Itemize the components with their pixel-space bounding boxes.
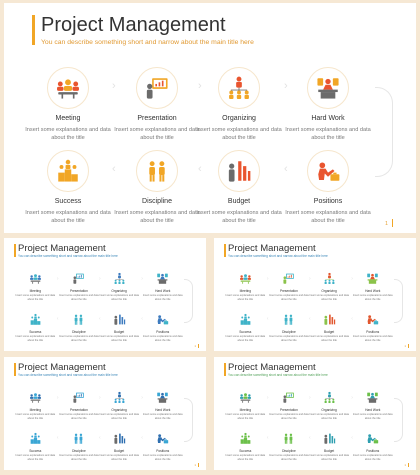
slide-thumbnail-3[interactable] bbox=[4, 357, 206, 470]
arrow-right-icon: › bbox=[351, 394, 353, 401]
meeting-icon bbox=[47, 67, 89, 109]
page-number: 1 bbox=[384, 221, 388, 227]
hard-work-icon bbox=[307, 67, 349, 109]
slide-subtitle: You can describe something short and narrow about the main title here bbox=[18, 254, 118, 258]
step-label: Budget bbox=[227, 198, 251, 205]
hard-work-icon-graphic bbox=[366, 272, 379, 285]
organizing-icon bbox=[110, 269, 128, 287]
step-description: Insert some explanations and data about the title bbox=[225, 413, 266, 421]
organizing-icon bbox=[110, 388, 128, 406]
page-number: 1 bbox=[404, 344, 406, 348]
title-accent-bar bbox=[32, 15, 35, 45]
slide-thumbnail-4[interactable] bbox=[214, 357, 416, 470]
positions-icon bbox=[364, 429, 382, 447]
presentation-icon-graphic bbox=[144, 75, 170, 101]
page-number: 1 bbox=[194, 344, 196, 348]
discipline-icon bbox=[70, 429, 88, 447]
meeting-icon bbox=[26, 269, 44, 287]
step-label: Success bbox=[54, 198, 82, 205]
discipline-icon-graphic bbox=[144, 158, 170, 184]
arrow-left-icon: ‹ bbox=[141, 316, 143, 323]
process-step-hard-work bbox=[141, 388, 185, 421]
process-step-meeting bbox=[223, 269, 267, 302]
step-description: Insert some explanations and data about the title bbox=[285, 127, 371, 142]
step-label: Meeting bbox=[239, 289, 251, 294]
budget-icon bbox=[320, 310, 338, 328]
presentation-icon-graphic bbox=[72, 272, 85, 285]
meeting-icon bbox=[236, 388, 254, 406]
step-label: Positions bbox=[313, 198, 343, 205]
slide-subtitle: You can describe something short and narrow about the main title here bbox=[41, 39, 254, 46]
step-label: Organizing bbox=[321, 289, 337, 294]
step-description: Insert some explanations and data about the title bbox=[309, 335, 349, 342]
slide-title: Project Management bbox=[18, 243, 106, 254]
process-step-success bbox=[223, 310, 267, 343]
arrow-right-icon: › bbox=[141, 275, 143, 282]
page-number-tick bbox=[408, 463, 409, 467]
presentation-icon-graphic bbox=[72, 391, 85, 404]
process-step-discipline bbox=[57, 310, 101, 343]
step-label: Success bbox=[29, 449, 42, 454]
positions-icon-graphic bbox=[315, 158, 341, 184]
arrow-left-icon: ‹ bbox=[198, 163, 202, 175]
step-label: Discipline bbox=[72, 449, 86, 454]
page-number: 1 bbox=[194, 463, 196, 467]
process-step-positions bbox=[283, 150, 373, 225]
title-accent-bar bbox=[224, 244, 226, 257]
success-icon bbox=[26, 429, 44, 447]
arrow-left-icon: ‹ bbox=[141, 435, 143, 442]
discipline-icon-graphic bbox=[72, 313, 85, 326]
step-label: Positions bbox=[366, 449, 380, 454]
step-description: Insert some explanations and data about the title bbox=[99, 335, 139, 342]
arrow-right-icon: › bbox=[284, 80, 288, 92]
meeting-icon-graphic bbox=[29, 272, 42, 285]
step-description: Insert some explanations and data about the title bbox=[15, 335, 56, 342]
step-description: Insert some explanations and data about the title bbox=[352, 413, 393, 421]
slide-title: Project Management bbox=[18, 362, 106, 373]
step-description: Insert some explanations and data about the title bbox=[309, 454, 349, 461]
organizing-icon-graphic bbox=[323, 272, 336, 285]
step-description: Insert some explanations and data about the title bbox=[114, 210, 200, 225]
slide-main[interactable] bbox=[4, 3, 416, 233]
success-icon-graphic bbox=[239, 313, 252, 326]
title-accent-bar bbox=[14, 244, 16, 257]
step-description: Insert some explanations and data about the title bbox=[142, 335, 183, 342]
organizing-icon-graphic bbox=[113, 391, 126, 404]
process-step-presentation bbox=[57, 269, 101, 302]
organizing-icon-graphic bbox=[113, 272, 126, 285]
step-description: Insert some explanations and data about the title bbox=[352, 294, 393, 302]
success-icon-graphic bbox=[29, 313, 42, 326]
budget-icon-graphic bbox=[113, 432, 126, 445]
presentation-icon bbox=[280, 388, 298, 406]
budget-icon-graphic bbox=[323, 313, 336, 326]
positions-icon bbox=[154, 429, 172, 447]
budget-icon bbox=[110, 310, 128, 328]
process-step-meeting bbox=[23, 67, 113, 142]
arrow-left-icon: ‹ bbox=[266, 316, 269, 323]
step-label: Meeting bbox=[29, 289, 41, 294]
step-label: Hard Work bbox=[365, 408, 381, 413]
hard-work-icon-graphic bbox=[315, 75, 341, 101]
step-label: Hard Work bbox=[311, 115, 345, 122]
process-step-meeting bbox=[13, 388, 57, 421]
slide-title: Project Management bbox=[228, 362, 316, 373]
step-label: Discipline bbox=[282, 449, 296, 454]
budget-icon bbox=[320, 429, 338, 447]
step-label: Discipline bbox=[282, 330, 296, 335]
arrow-left-icon: ‹ bbox=[99, 316, 101, 323]
slide-title: Project Management bbox=[41, 14, 226, 36]
loop-connector bbox=[394, 398, 403, 442]
step-description: Insert some explanations and data about the title bbox=[114, 127, 200, 142]
page-number-tick bbox=[408, 344, 409, 348]
slide-subtitle: You can describe something short and narrow about the main title here bbox=[228, 373, 328, 377]
step-description: Insert some explanations and data about the title bbox=[269, 294, 309, 302]
title-accent-bar bbox=[224, 363, 226, 376]
arrow-left-icon: ‹ bbox=[99, 435, 101, 442]
arrow-right-icon: › bbox=[56, 394, 59, 401]
process-step-budget bbox=[97, 429, 141, 462]
page-number-tick bbox=[392, 219, 393, 227]
arrow-right-icon: › bbox=[99, 275, 101, 282]
success-icon bbox=[47, 150, 89, 192]
positions-icon-graphic bbox=[156, 313, 169, 326]
step-label: Success bbox=[29, 330, 42, 335]
step-description: Insert some explanations and data about the title bbox=[225, 454, 266, 461]
process-step-success bbox=[13, 310, 57, 343]
meeting-icon-graphic bbox=[29, 391, 42, 404]
success-icon-graphic bbox=[239, 432, 252, 445]
process-step-positions bbox=[351, 310, 395, 343]
process-step-hard-work bbox=[141, 269, 185, 302]
presentation-icon-graphic bbox=[282, 391, 295, 404]
slide-thumbnail-1[interactable] bbox=[4, 238, 206, 351]
step-description: Insert some explanations and data about the title bbox=[59, 454, 99, 461]
success-icon bbox=[236, 429, 254, 447]
process-step-presentation bbox=[267, 269, 311, 302]
step-label: Meeting bbox=[55, 115, 81, 122]
discipline-icon-graphic bbox=[282, 432, 295, 445]
arrow-left-icon: ‹ bbox=[56, 435, 59, 442]
step-label: Organizing bbox=[111, 289, 127, 294]
process-step-presentation bbox=[112, 67, 202, 142]
step-description: Insert some explanations and data about the title bbox=[15, 413, 56, 421]
page-number-tick bbox=[198, 344, 199, 348]
process-step-budget bbox=[307, 429, 351, 462]
step-description: Insert some explanations and data about the title bbox=[352, 454, 393, 461]
arrow-left-icon: ‹ bbox=[309, 316, 311, 323]
process-step-organizing bbox=[194, 67, 284, 142]
process-step-discipline bbox=[57, 429, 101, 462]
loop-connector bbox=[184, 279, 193, 323]
step-label: Positions bbox=[156, 330, 170, 335]
hard-work-icon bbox=[154, 388, 172, 406]
step-description: Insert some explanations and data about the title bbox=[15, 294, 56, 302]
process-step-positions bbox=[141, 310, 185, 343]
slide-subtitle: You can describe something short and narrow about the main title here bbox=[18, 373, 118, 377]
process-step-meeting bbox=[13, 269, 57, 302]
success-icon-graphic bbox=[55, 158, 81, 184]
step-label: Presentation bbox=[137, 115, 177, 122]
positions-icon-graphic bbox=[366, 432, 379, 445]
step-label: Meeting bbox=[29, 408, 41, 413]
process-step-success bbox=[23, 150, 113, 225]
step-description: Insert some explanations and data about the title bbox=[196, 127, 282, 142]
positions-icon-graphic bbox=[366, 313, 379, 326]
arrow-left-icon: ‹ bbox=[56, 316, 59, 323]
positions-icon bbox=[154, 310, 172, 328]
process-step-organizing bbox=[307, 269, 351, 302]
success-icon bbox=[26, 310, 44, 328]
step-label: Hard Work bbox=[365, 289, 381, 294]
step-label: Budget bbox=[114, 449, 125, 454]
hard-work-icon-graphic bbox=[366, 391, 379, 404]
step-description: Insert some explanations and data about the title bbox=[59, 335, 99, 342]
budget-icon-graphic bbox=[113, 313, 126, 326]
process-step-budget bbox=[307, 310, 351, 343]
budget-icon bbox=[110, 429, 128, 447]
arrow-left-icon: ‹ bbox=[284, 163, 288, 175]
process-step-budget bbox=[194, 150, 284, 225]
budget-icon-graphic bbox=[323, 432, 336, 445]
meeting-icon-graphic bbox=[239, 272, 252, 285]
step-description: Insert some explanations and data about the title bbox=[142, 454, 183, 461]
process-step-presentation bbox=[267, 388, 311, 421]
step-description: Insert some explanations and data about the title bbox=[59, 294, 99, 302]
arrow-left-icon: ‹ bbox=[309, 435, 311, 442]
organizing-icon bbox=[320, 269, 338, 287]
arrow-left-icon: ‹ bbox=[266, 435, 269, 442]
step-label: Meeting bbox=[239, 408, 251, 413]
presentation-icon-graphic bbox=[282, 272, 295, 285]
step-description: Insert some explanations and data about the title bbox=[142, 294, 183, 302]
step-description: Insert some explanations and data about the title bbox=[269, 454, 309, 461]
presentation-icon bbox=[280, 269, 298, 287]
process-step-presentation bbox=[57, 388, 101, 421]
step-description: Insert some explanations and data about the title bbox=[99, 454, 139, 461]
step-description: Insert some explanations and data about the title bbox=[352, 335, 393, 342]
step-description: Insert some explanations and data about the title bbox=[196, 210, 282, 225]
organizing-icon-graphic bbox=[323, 391, 336, 404]
step-description: Insert some explanations and data about the title bbox=[309, 294, 349, 302]
budget-icon bbox=[218, 150, 260, 192]
discipline-icon bbox=[280, 310, 298, 328]
step-label: Budget bbox=[114, 330, 125, 335]
process-step-discipline bbox=[267, 310, 311, 343]
arrow-right-icon: › bbox=[141, 394, 143, 401]
arrow-right-icon: › bbox=[309, 275, 311, 282]
page-number-tick bbox=[198, 463, 199, 467]
step-description: Insert some explanations and data about the title bbox=[142, 413, 183, 421]
hard-work-icon bbox=[364, 388, 382, 406]
discipline-icon bbox=[70, 310, 88, 328]
process-step-success bbox=[223, 429, 267, 462]
process-step-hard-work bbox=[351, 388, 395, 421]
step-label: Success bbox=[239, 449, 252, 454]
loop-connector bbox=[394, 279, 403, 323]
title-accent-bar bbox=[14, 363, 16, 376]
process-step-meeting bbox=[223, 388, 267, 421]
step-label: Discipline bbox=[142, 198, 172, 205]
step-description: Insert some explanations and data about the title bbox=[269, 335, 309, 342]
step-label: Budget bbox=[324, 330, 335, 335]
process-step-discipline bbox=[267, 429, 311, 462]
step-label: Presentation bbox=[279, 289, 298, 294]
step-description: Insert some explanations and data about the title bbox=[309, 413, 349, 421]
positions-icon bbox=[364, 310, 382, 328]
discipline-icon bbox=[280, 429, 298, 447]
step-label: Hard Work bbox=[155, 408, 171, 413]
process-step-organizing bbox=[307, 388, 351, 421]
step-label: Presentation bbox=[69, 408, 88, 413]
step-label: Success bbox=[239, 330, 252, 335]
step-description: Insert some explanations and data about the title bbox=[225, 335, 266, 342]
step-label: Presentation bbox=[69, 289, 88, 294]
process-step-hard-work bbox=[351, 269, 395, 302]
step-label: Organizing bbox=[222, 115, 256, 122]
hard-work-icon bbox=[154, 269, 172, 287]
organizing-icon bbox=[320, 388, 338, 406]
step-description: Insert some explanations and data about the title bbox=[15, 454, 56, 461]
arrow-right-icon: › bbox=[112, 80, 116, 92]
process-step-discipline bbox=[112, 150, 202, 225]
loop-connector bbox=[375, 87, 393, 177]
meeting-icon bbox=[236, 269, 254, 287]
arrow-right-icon: › bbox=[266, 275, 269, 282]
loop-connector bbox=[184, 398, 193, 442]
arrow-right-icon: › bbox=[266, 394, 269, 401]
step-description: Insert some explanations and data about the title bbox=[269, 413, 309, 421]
arrow-right-icon: › bbox=[198, 80, 202, 92]
arrow-left-icon: ‹ bbox=[351, 316, 353, 323]
organizing-icon-graphic bbox=[226, 75, 252, 101]
step-description: Insert some explanations and data about the title bbox=[285, 210, 371, 225]
positions-icon-graphic bbox=[156, 432, 169, 445]
process-step-hard-work bbox=[283, 67, 373, 142]
process-step-positions bbox=[351, 429, 395, 462]
step-label: Organizing bbox=[321, 408, 337, 413]
step-description: Insert some explanations and data about the title bbox=[99, 294, 139, 302]
hard-work-icon-graphic bbox=[156, 272, 169, 285]
slide-title: Project Management bbox=[228, 243, 316, 254]
step-label: Positions bbox=[366, 330, 380, 335]
process-step-organizing bbox=[97, 269, 141, 302]
arrow-right-icon: › bbox=[56, 275, 59, 282]
discipline-icon bbox=[136, 150, 178, 192]
page-number: 1 bbox=[404, 463, 406, 467]
budget-icon-graphic bbox=[226, 158, 252, 184]
presentation-icon bbox=[136, 67, 178, 109]
step-description: Insert some explanations and data about the title bbox=[59, 413, 99, 421]
hard-work-icon-graphic bbox=[156, 391, 169, 404]
process-step-budget bbox=[97, 310, 141, 343]
slide-thumbnail-2[interactable] bbox=[214, 238, 416, 351]
meeting-icon-graphic bbox=[55, 75, 81, 101]
presentation-icon bbox=[70, 388, 88, 406]
hard-work-icon bbox=[364, 269, 382, 287]
arrow-left-icon: ‹ bbox=[351, 435, 353, 442]
step-label: Budget bbox=[324, 449, 335, 454]
arrow-left-icon: ‹ bbox=[112, 163, 116, 175]
discipline-icon-graphic bbox=[72, 432, 85, 445]
success-icon-graphic bbox=[29, 432, 42, 445]
step-label: Presentation bbox=[279, 408, 298, 413]
organizing-icon bbox=[218, 67, 260, 109]
step-description: Insert some explanations and data about the title bbox=[25, 210, 111, 225]
meeting-icon bbox=[26, 388, 44, 406]
step-label: Organizing bbox=[111, 408, 127, 413]
process-step-success bbox=[13, 429, 57, 462]
discipline-icon-graphic bbox=[282, 313, 295, 326]
step-description: Insert some explanations and data about the title bbox=[225, 294, 266, 302]
process-step-organizing bbox=[97, 388, 141, 421]
step-label: Positions bbox=[156, 449, 170, 454]
step-description: Insert some explanations and data about the title bbox=[99, 413, 139, 421]
arrow-right-icon: › bbox=[351, 275, 353, 282]
step-label: Discipline bbox=[72, 330, 86, 335]
positions-icon bbox=[307, 150, 349, 192]
presentation-icon bbox=[70, 269, 88, 287]
arrow-right-icon: › bbox=[309, 394, 311, 401]
success-icon bbox=[236, 310, 254, 328]
process-step-positions bbox=[141, 429, 185, 462]
step-description: Insert some explanations and data about the title bbox=[25, 127, 111, 142]
step-label: Hard Work bbox=[155, 289, 171, 294]
arrow-right-icon: › bbox=[99, 394, 101, 401]
meeting-icon-graphic bbox=[239, 391, 252, 404]
slide-subtitle: You can describe something short and narrow about the main title here bbox=[228, 254, 328, 258]
